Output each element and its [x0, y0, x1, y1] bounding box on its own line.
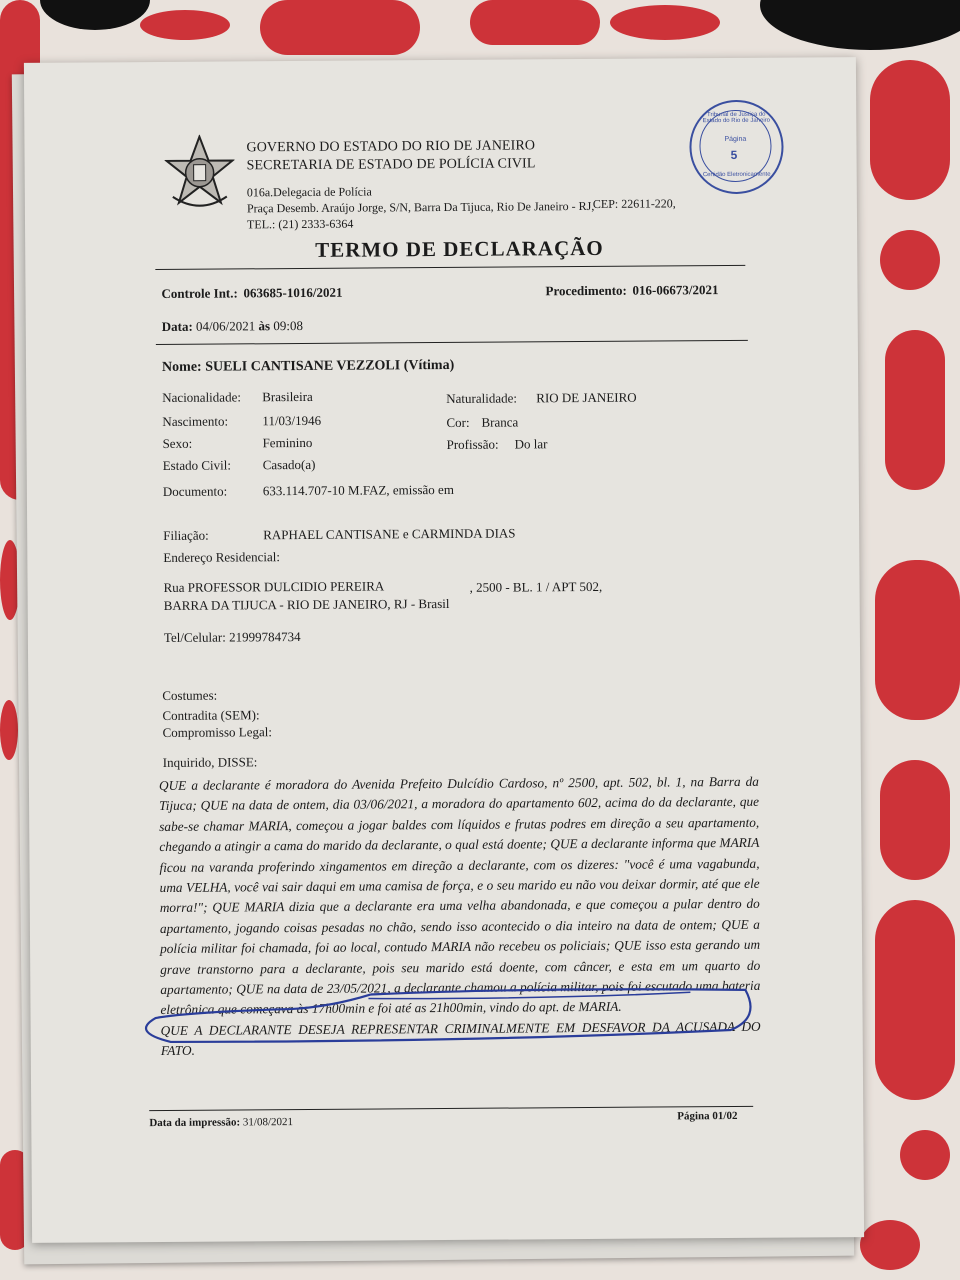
- header-delegacia: 016a.Delegacia de Polícia: [246, 184, 372, 200]
- stamp-page-number: 5: [730, 147, 738, 162]
- victim-name: Nome: SUELI CANTISANE VEZZOLI (Vítima): [161, 357, 455, 375]
- stamp-bottom-text: Certidão Eletronicamente: [702, 171, 771, 179]
- estado-civil-value: Casado(a): [262, 456, 316, 473]
- naturalidade-value: RIO DE JANEIRO: [536, 389, 637, 406]
- data-value: 04/06/2021: [195, 318, 256, 334]
- documento-label: Documento:: [162, 483, 228, 499]
- data-label: Data:: [161, 318, 193, 334]
- cor-label: Cor:: [446, 414, 470, 430]
- stamp-top-text: Tribunal de Justiça do Estado do Rio de Janeiro: [702, 111, 771, 125]
- inquirido-label: Inquirido, DISSE:: [162, 754, 258, 770]
- profissao-label: Profissão:: [446, 436, 499, 452]
- header-cep: CEP: 22611-220,: [592, 196, 676, 211]
- nascimento-value: 11/03/1946: [262, 412, 322, 429]
- divider: [155, 265, 745, 270]
- data-hora: 09:08: [273, 317, 304, 334]
- controle-value: 063685-1016/2021: [243, 284, 343, 301]
- header-tel: TEL.: (21) 2333-6364: [246, 216, 354, 232]
- divider: [156, 340, 748, 345]
- telefone: Tel/Celular: 21999784734: [163, 629, 301, 645]
- procedimento-value: 016-06673/2021: [632, 282, 719, 298]
- endereco-label: Endereço Residencial:: [163, 549, 280, 565]
- page-number: Página 01/02: [677, 1109, 738, 1123]
- impressao-label: Data da impressão:: [149, 1116, 241, 1130]
- header-endereco: Praça Desemb. Araújo Jorge, S/N, Barra Da Tijuca, Rio De Janeiro - RJ,: [246, 198, 595, 216]
- nacionalidade-value: Brasileira: [262, 388, 313, 405]
- filiacao-label: Filiação:: [163, 527, 209, 543]
- header-gov: GOVERNO DO ESTADO DO RIO DE JANEIRO: [246, 138, 536, 156]
- statement-body: [159, 772, 761, 1062]
- header-secretaria: SECRETARIA DE ESTADO DE POLÍCIA CIVIL: [246, 156, 536, 174]
- estado-civil-label: Estado Civil:: [162, 457, 232, 473]
- profissao-value: Do lar: [514, 436, 548, 452]
- document-page: [24, 57, 864, 1243]
- document-title: TERMO DE DECLARAÇÃO: [315, 235, 604, 262]
- stamp-label: Página: [724, 135, 747, 144]
- costumes-label: Costumes:: [162, 687, 218, 703]
- nascimento-label: Nascimento:: [162, 413, 229, 429]
- endereco-bairro: BARRA DA TIJUCA - RIO DE JANEIRO, RJ - Brasil: [163, 595, 450, 613]
- contradita-label: Contradita (SEM):: [162, 707, 260, 723]
- impressao-value: 31/08/2021: [242, 1116, 294, 1129]
- naturalidade-label: Naturalidade:: [446, 390, 518, 406]
- court-stamp: [689, 100, 784, 195]
- cor-value: Branca: [481, 414, 519, 430]
- controle-label: Controle Int.:: [161, 285, 238, 301]
- footer-divider: [149, 1106, 753, 1111]
- sexo-label: Sexo:: [162, 435, 193, 451]
- statement-paragraph: QUE a declarante é moradora do Avenida Prefeito Dulcídio Cardoso, nº 2500, apt. 502, bl. 1, na Barra da Tijuca; QUE na data de ontem, dia 03/06/2021, a moradora do apartamento 602, acima do da declarante, que sabe-se chamar MARIA, começou a jogar baldes com líquidos e frutas podres em direção a seu apartamento, chegando a atingir a cama do marido da declarante, o qual está doente; QUE a declarante informa que MARIA ficou na varanda proferindo xingamentos em direção a declarante, com os dizeres: "você é uma vagabunda, uma VELHA, você vai sair daqui em uma camisa de força, e o seu marido eu não vou deixar dormir, até que ele morra!"; QUE MARIA dizia que a declarante era uma velha abandonada, e que começou a pular dentro do apartamento, jogando coisas pesadas no chão, sendo isso acontecido o dia inteiro na data de ontem; QUE a polícia militar foi chamada, foi ao local, contudo MARIA não recebeu os policiais; QUE isso esta gerando um grave transtorno para a declarante, pois seu marido está doente, com câncer, e esta em um quarto do apartamento; QUE na data de 23/05/2021, a declarante chamou a polícia militar, pois foi escutado uma bateria eletrônica que começava às 17h00min e foi até as 21h00min, vindo do apt. de MARIA.: [158, 773, 761, 1018]
- data-as: às: [258, 318, 271, 334]
- procedimento-label: Procedimento:: [545, 282, 627, 299]
- endereco-rua: Rua PROFESSOR DULCIDIO PEREIRA: [163, 578, 385, 595]
- documento-value: 633.114.707-10 M.FAZ, emissão em: [262, 481, 454, 499]
- filiacao-value: RAPHAEL CANTISANE e CARMINDA DIAS: [263, 525, 516, 543]
- endereco-numero: , 2500 - BL. 1 / APT 502,: [469, 578, 603, 595]
- sexo-value: Feminino: [262, 434, 313, 451]
- compromisso-label: Compromisso Legal:: [162, 724, 273, 740]
- police-crest-icon: [164, 134, 235, 210]
- statement-conclusion: QUE A DECLARANTE DESEJA REPRESENTAR CRIMINALMENTE EM DESFAVOR DA ACUSADA DO FATO.: [160, 1018, 761, 1059]
- nacionalidade-label: Nacionalidade:: [162, 389, 241, 405]
